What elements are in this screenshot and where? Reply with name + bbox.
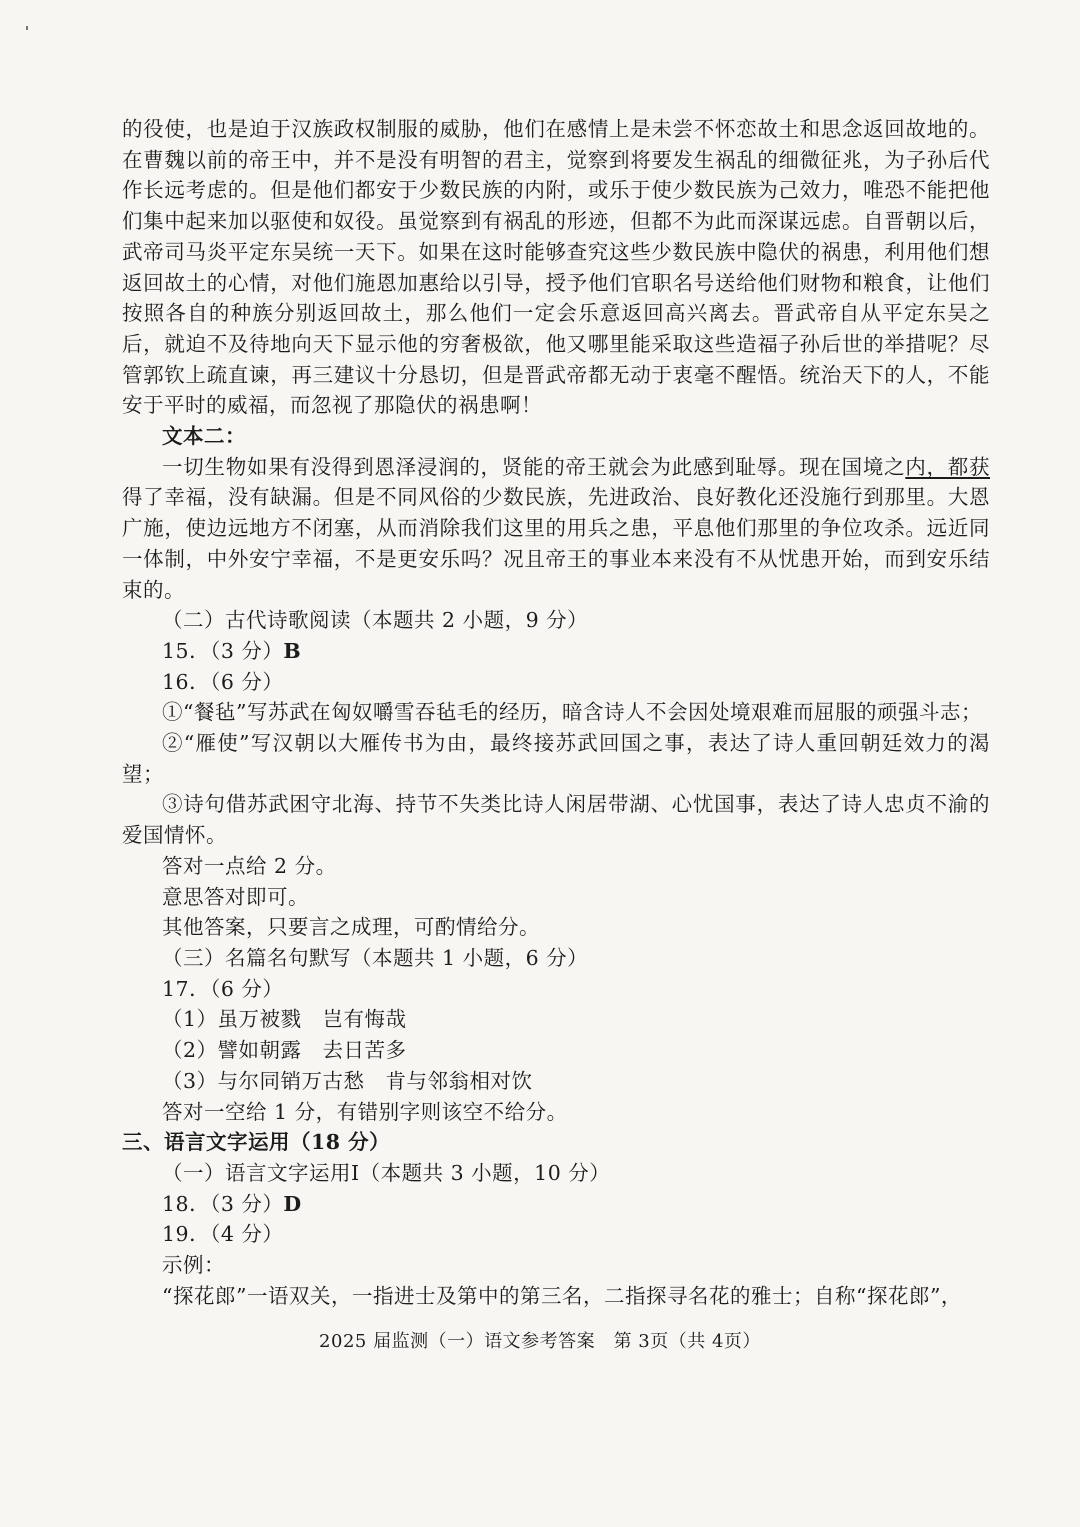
part3-heading: 三、语言文字运用（18 分） xyxy=(122,1130,391,1155)
q16-point-2: ②“雁使”写汉朝以大雁传书为由，最终接苏武回国之事，表达了诗人重回朝廷效力的渴望； xyxy=(122,731,990,786)
q16-scoring-2: 意思答对即可。 xyxy=(162,884,309,909)
q18-label: 18．（3 分） xyxy=(162,1191,284,1216)
q16-point-3: ③诗句借苏武困守北海、持节不失类比诗人闲居带湖、心忧国事，表达了诗人忠贞不渝的爱国情怀。 xyxy=(122,792,990,848)
q17-scoring: 答对一空给 1 分，有错别字则该空不给分。 xyxy=(162,1099,568,1124)
dictation-section-title: （三）名篇名句默写（本题共 1 小题，6 分） xyxy=(162,945,589,970)
text2-part-a: 一切生物如果有没得到恩泽浸润的，贤能的帝王就会为此感到耻辱。现在国境之 xyxy=(162,454,906,479)
q15-answer: B xyxy=(283,638,302,663)
poetry-section-title: （二）古代诗歌阅读（本题共 2 小题，9 分） xyxy=(162,608,589,633)
q16-label: 16．（6 分） xyxy=(162,669,284,694)
scan-mark xyxy=(26,26,28,30)
text1-continuation: 的役使，也是迫于汉族政权制服的威胁，他们在感情上是未尝不怀恋故土和思念返回故地的。在曹魏以前的帝王中，并不是没有明智的君主，觉察到将要发生祸乱的细微征兆，为子孙后代作长远考虑的。但是他们都安于少数民族的内附，或乐于使少数民族为己效力，唯恐不能把他们集中起来加以驱使和奴役。虽觉察到有祸乱的形迹，但都不为此而深谋远虑。自晋朝以后，武帝司马炎平定东吴统一天下。如果在这时能够查究这些少数民族中隐伏的祸患，利用他们想返回故土的心情，对他们施恩加惠给以引导，授予他们官职名号送给他们财物和粮食，让他们按照各自的种族分别返回故土，那么他们一定会乐意返回高兴离去。晋武帝自从平定东吴之后，就迫不及待地向天下显示他的穷奢极欲，他又哪里能采取这些造福子孙后世的举措呢？尽管郭钦上疏直谏，再三建议十分恳切，但是晋武帝都无动于衷毫不醒悟。统治天下的人，不能安于平时的威福，而忽视了那隐伏的祸患啊！ xyxy=(122,117,990,418)
text2-underlined: 内，都获 xyxy=(905,454,991,479)
text2-paragraph xyxy=(122,452,990,606)
q17-label: 17．（6 分） xyxy=(162,976,284,1001)
q17-answer-1: （1）虽万被戮 岂有悔哉 xyxy=(162,1007,407,1032)
page-content xyxy=(122,114,990,1311)
q15-label: 15．（3 分） xyxy=(162,638,284,663)
q19-example-text: “探花郎”一语双关，一指进士及第中的第三名，二指探寻名花的雅士；自称“探花郎”， xyxy=(162,1283,962,1308)
q17-answer-3: （3）与尔同销万古愁 肯与邻翁相对饮 xyxy=(162,1068,533,1093)
q16-scoring-3: 其他答案，只要言之成理，可酌情给分。 xyxy=(162,915,540,940)
q19-example-label: 示例： xyxy=(162,1253,225,1278)
q17-answer-2: （2）譬如朝露 去日苦多 xyxy=(162,1038,407,1063)
q19-label: 19．（4 分） xyxy=(162,1222,284,1247)
q18 xyxy=(122,1189,990,1220)
text2-part-b: 得了幸福，没有缺漏。但是不同风俗的少数民族，先进政治、良好教化还没施行到那里。大恩广施，使边远地方不闭塞，从而消除我们这里的用兵之患，平息他们那里的争位攻杀。远近同一体制，中外安宁幸福，不是更安乐吗？况且帝王的事业本来没有不从忧患开始，而到安乐结束的。 xyxy=(122,485,990,602)
q18-answer: D xyxy=(283,1191,302,1216)
page-footer: 2025 届监测（一）语文参考答案 第 3页（共 4页） xyxy=(319,1331,761,1352)
text2-title: 文本二： xyxy=(162,424,246,449)
part3-sub1-title: （一）语言文字运用Ⅰ（本题共 3 小题，10 分） xyxy=(162,1160,611,1185)
q15 xyxy=(122,636,990,667)
q16-scoring-1: 答对一点给 2 分。 xyxy=(162,853,337,878)
q16-point-1: ①“餐毡”写苏武在匈奴嚼雪吞毡毛的经历，暗含诗人不会因处境艰难而屈服的顽强斗志； xyxy=(162,700,982,725)
